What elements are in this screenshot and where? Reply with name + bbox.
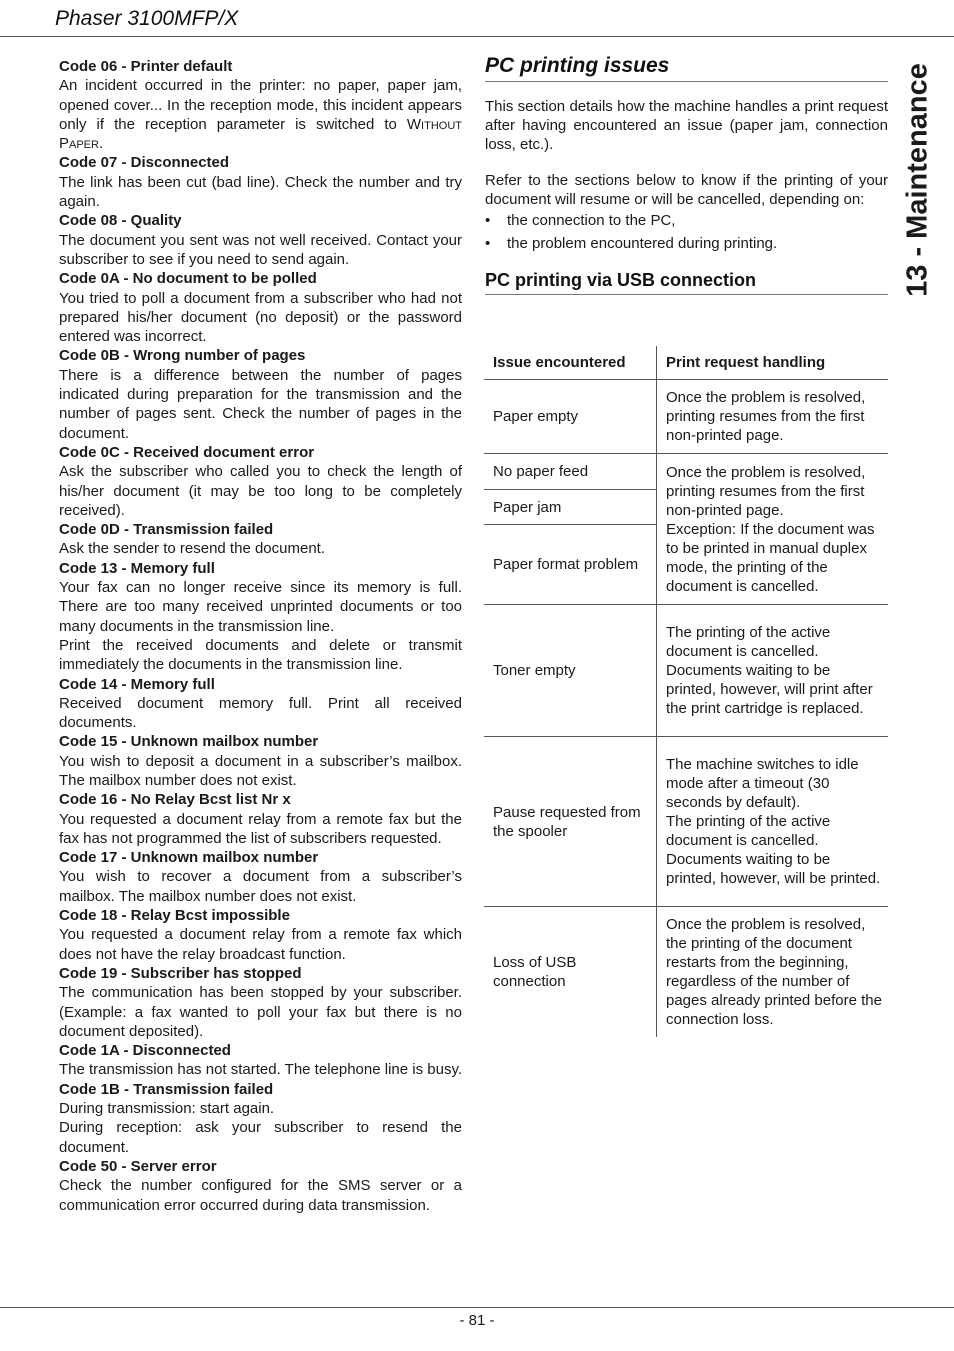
bullet-icon: • xyxy=(485,212,491,229)
handling-cell: The printing of the active document is cancelled. Documents waiting to be printed, however, will print after the print cartridge is replaced. xyxy=(657,605,889,737)
code-title: Code 18 - Relay Bcst impossible xyxy=(59,907,290,925)
list-item-text: the connection to the PC, xyxy=(507,212,676,229)
list-item xyxy=(485,211,888,230)
error-codes-column xyxy=(59,57,462,1215)
issue-cell: Pause requested from the spooler xyxy=(484,737,657,907)
subsection-title: PC printing via USB connection xyxy=(485,270,888,295)
code-entry xyxy=(59,211,462,269)
code-title: Code 1B - Transmission failed xyxy=(59,1080,274,1098)
table-header-row xyxy=(484,346,888,380)
handling-cell: Once the problem is resolved, the printing of the document restarts from the beginning, regardless of the number of pages already printed before the connection loss. xyxy=(666,916,882,1028)
code-entry xyxy=(59,346,462,442)
issue-cell: No paper feed xyxy=(484,454,657,490)
code-title: Code 07 - Disconnected xyxy=(59,154,230,172)
code-description: You requested a document relay from a remote fax but the fax has not programmed the list of subscribers requested. xyxy=(59,810,462,847)
issue-cell: Paper jam xyxy=(484,490,657,525)
code-entry xyxy=(59,964,462,1041)
code-title: Code 06 - Printer default xyxy=(59,58,233,75)
handling-cell: The machine switches to idle mode after a timeout (30 seconds by default). The printing of the active document is cancelled. Documents waiting to be printed, however, will be printed. xyxy=(657,737,889,907)
bullet-icon: • xyxy=(485,235,491,252)
issue-cell: Loss of USB connection xyxy=(484,907,657,1038)
code-description: Your fax can no longer receive since its memory is full. There are too many received unprinted documents or too many documents in the transmission line. xyxy=(59,579,462,635)
footer-rule xyxy=(0,1307,954,1308)
table-row xyxy=(484,737,888,907)
code-entry xyxy=(59,906,462,964)
code-description xyxy=(59,76,462,153)
code-title: Code 15 - Unknown mailbox number xyxy=(59,733,319,751)
code-entry xyxy=(59,1157,462,1215)
code-entry xyxy=(59,269,462,346)
code-entry xyxy=(59,443,462,520)
parameter-name: Without Paper xyxy=(59,115,462,153)
code-description: The document you sent was not well received. Contact your subscriber to see if you need to send again. xyxy=(59,231,462,268)
column-header-handling: Print request handling xyxy=(657,346,889,380)
issue-cell: Toner empty xyxy=(484,605,657,737)
table-row xyxy=(484,380,888,454)
code-description: You wish to deposit a document in a subscriber’s mailbox. The mailbox number does not exist. xyxy=(59,752,462,789)
header-title: Phaser 3100MFP/X xyxy=(55,7,239,30)
section-title: PC printing issues xyxy=(485,54,888,82)
code-title: Code 0D - Transmission failed xyxy=(59,521,274,539)
chapter-tab xyxy=(903,60,933,300)
code-entry xyxy=(59,520,462,559)
list-item-text: the problem encountered during printing. xyxy=(507,235,778,252)
code-description: You tried to poll a document from a subscriber who had not prepared his/her document (no deposit) or the password entered was incorrect. xyxy=(59,289,462,346)
table-row xyxy=(484,605,888,737)
code-entry xyxy=(59,1041,462,1080)
pc-printing-section xyxy=(485,54,888,295)
code-description: Check the number configured for the SMS server or a communication error occurred during data transmission. xyxy=(59,1177,462,1214)
refer-paragraph: Refer to the sections below to know if the printing of your document will resume or will be cancelled, depending on: xyxy=(485,172,888,208)
issue-cell: Paper format problem xyxy=(484,525,657,605)
code-entry xyxy=(59,559,462,675)
table-row xyxy=(484,454,888,490)
code-title: Code 1A - Disconnected xyxy=(59,1042,231,1060)
chapter-tab-label: 13 - Maintenance xyxy=(901,63,934,297)
code-description: You requested a document relay from a remote fax which does not have the relay broadcast function. xyxy=(59,926,462,963)
usb-issue-table xyxy=(484,346,888,1037)
code-entry xyxy=(59,57,462,153)
code-description: Received document memory full. Print all received documents. xyxy=(59,694,462,732)
code-description: The link has been cut (bad line). Check the number and try again. xyxy=(59,173,462,211)
code-description: During transmission: start again. xyxy=(59,1100,275,1118)
code-title: Code 0A - No document to be polled xyxy=(59,270,317,288)
intro-paragraph: This section details how the machine handles a print request after having encountered an issue (paper jam, connection loss, etc.). xyxy=(485,98,888,153)
code-title: Code 0C - Received document error xyxy=(59,443,315,461)
code-description: Print the received documents and delete or transmit immediately the documents in the transmission line. xyxy=(59,636,462,674)
condition-list xyxy=(485,211,888,253)
code-title: Code 13 - Memory full xyxy=(59,559,215,577)
handling-cell: Once the problem is resolved, printing resumes from the first non-printed page. Exception: If the document was to be printed in manual duplex mode, the printing of the document is cancelled. xyxy=(657,454,889,605)
code-entry xyxy=(59,1080,462,1157)
code-entry xyxy=(59,153,462,211)
code-entry xyxy=(59,732,462,790)
code-title: Code 17 - Unknown mailbox number xyxy=(59,849,319,867)
code-description-text: An incident occurred in the printer: no paper, paper jam, opened cover... In the reception mode, this incident appears only if the reception parameter is switched to xyxy=(59,77,462,133)
issue-cell: Paper empty xyxy=(484,380,657,454)
code-title: Code 16 - No Relay Bcst list Nr x xyxy=(59,791,291,809)
code-description: Ask the subscriber who called you to check the length of his/her document (it may be too long to be completely received). xyxy=(59,463,462,519)
column-header-issue: Issue encountered xyxy=(484,346,657,380)
code-entry xyxy=(59,848,462,906)
code-title: Code 19 - Subscriber has stopped xyxy=(59,964,302,982)
code-description-end: . xyxy=(98,135,104,153)
code-description: There is a difference between the number of pages indicated during preparation for the transmission and the number of pages sent. Check the number of pages in the document. xyxy=(59,366,462,442)
code-title: Code 14 - Memory full xyxy=(59,675,215,693)
header-rule xyxy=(0,36,954,37)
code-entry xyxy=(59,675,462,733)
code-title: Code 08 - Quality xyxy=(59,212,182,230)
code-title: Code 0B - Wrong number of pages xyxy=(59,347,306,365)
code-description: Ask the sender to resend the document. xyxy=(59,540,325,558)
code-description: The transmission has not started. The telephone line is busy. xyxy=(59,1061,463,1079)
code-description: You wish to recover a document from a subscriber’s mailbox. The mailbox number does not exist. xyxy=(59,868,462,905)
code-title: Code 50 - Server error xyxy=(59,1157,217,1175)
list-item xyxy=(485,234,888,253)
code-description: During reception: ask your subscriber to resend the document. xyxy=(59,1119,462,1156)
code-entry xyxy=(59,790,462,848)
table-row xyxy=(484,907,888,1038)
handling-cell: Once the problem is resolved, printing resumes from the first non-printed page. xyxy=(657,380,889,454)
code-description: The communication has been stopped by your subscriber. (Example: a fax wanted to poll your fax but there is no document deposited). xyxy=(59,984,462,1040)
page-number: - 81 - xyxy=(459,1312,495,1329)
